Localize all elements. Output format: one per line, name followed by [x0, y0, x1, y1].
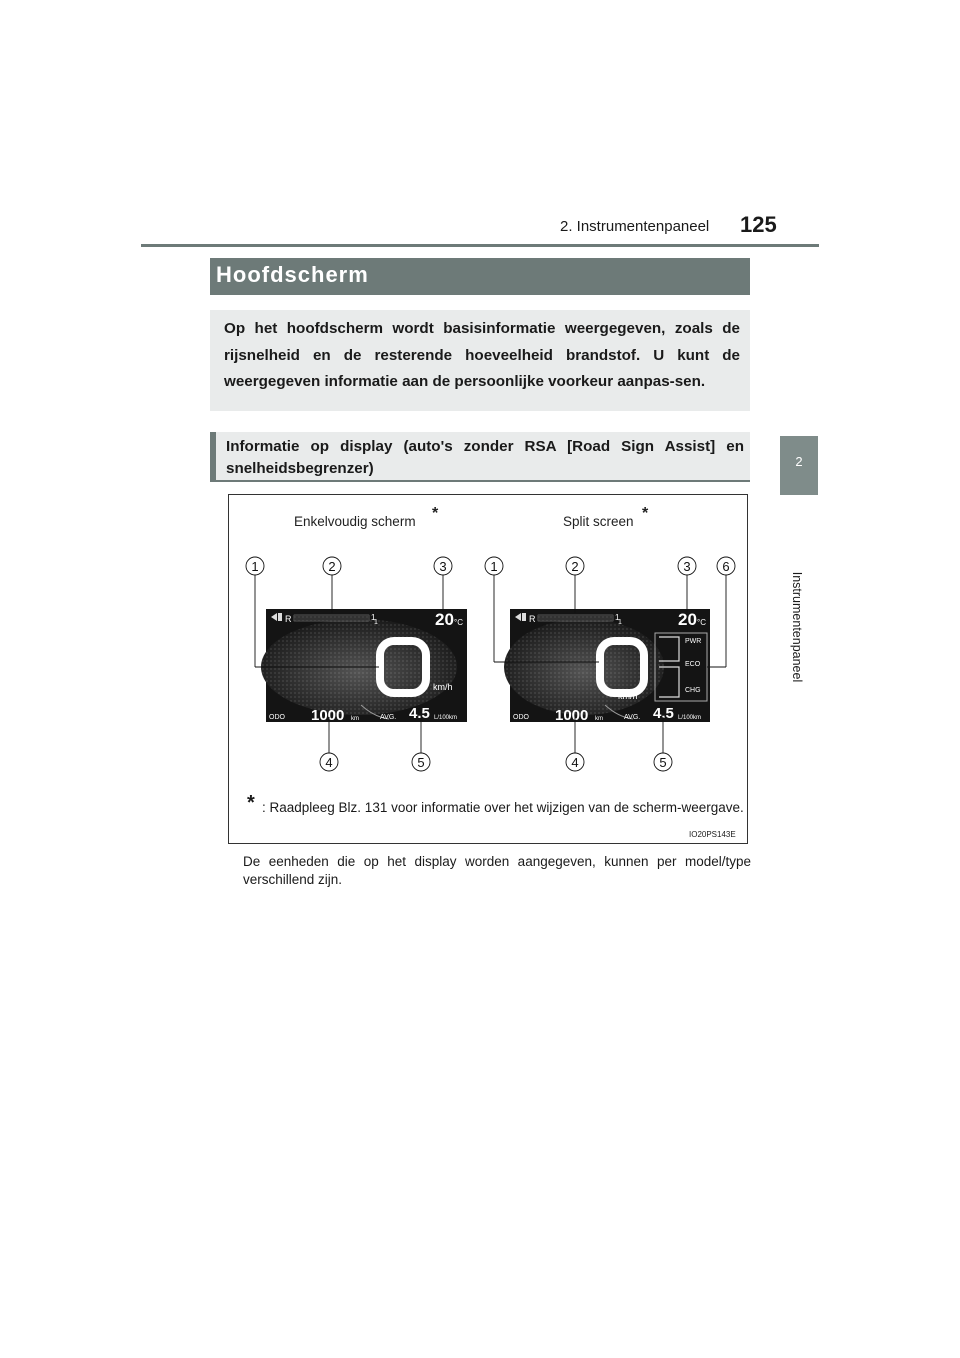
instrument-figure [229, 495, 747, 843]
outside-temperature: 20 [435, 610, 454, 629]
page-title: Hoofdscherm [216, 262, 369, 287]
callout-4: 4 [325, 755, 333, 770]
callout-3: 3 [439, 559, 447, 574]
gear-indicator: R [285, 614, 292, 624]
odo-label: ODO [269, 714, 285, 721]
callout-5: 5 [659, 755, 667, 770]
intro-text: Op het hoofdscherm wordt basisinformatie weergegeven, zoals de rijsnelheid en de resterende hoeveelheid brandstof. U kunt de weergegeven informatie aan de persoonlijke voorkeur aanpas-sen. [224, 320, 740, 390]
hybrid-chg-label: CHG [685, 687, 701, 694]
footnote-body: : Raadpleeg Blz. 131 voor informatie over het wijzigen van de scherm-weergave. [262, 800, 744, 815]
asterisk-split: * [642, 505, 649, 522]
fuel-gauge-full-mark: 1 [615, 613, 620, 622]
fuel-gauge-full-den: 1 [618, 619, 622, 626]
avg-value: 4.5 [409, 705, 430, 722]
figure-code: IO20PS143E [689, 830, 736, 839]
chapter-label-text: Instrumentenpaneel [790, 571, 804, 683]
avg-label: AVG. [624, 714, 641, 721]
page-number: 125 [740, 212, 777, 237]
subheading-text: Informatie op display (auto's zonder RSA [Road Sign Assist] en snelheidsbegrenzer) [226, 438, 744, 477]
chapter-label [787, 571, 807, 683]
callout-2: 2 [328, 559, 336, 574]
callout-6: 6 [722, 559, 730, 574]
section-title: 2. Instrumentenpaneel [560, 218, 710, 235]
chapter-number: 2 [795, 454, 803, 469]
header-rule [141, 244, 819, 247]
callout-1: 1 [251, 559, 259, 574]
odo-unit: km [595, 716, 603, 722]
label-split-screen: Split screen [563, 514, 634, 529]
callout-2: 2 [571, 559, 579, 574]
callout-5: 5 [417, 755, 425, 770]
avg-value: 4.5 [653, 705, 674, 722]
units-note: De eenheden die op het display worden aangegeven, kunnen per model/type verschillend zijn. [243, 854, 751, 887]
avg-unit: L/100km [434, 715, 458, 721]
footnote-asterisk: * [247, 792, 255, 814]
gear-indicator: R [529, 614, 536, 624]
temp-unit: °C [697, 618, 706, 627]
speed-unit: km/h [618, 691, 638, 701]
label-single-screen: Enkelvoudig scherm [294, 514, 416, 529]
avg-label: AVG. [380, 714, 397, 721]
footnote-text [256, 798, 744, 818]
avg-unit: L/100km [678, 715, 702, 721]
callout-4: 4 [571, 755, 579, 770]
odo-label: ODO [513, 714, 529, 721]
odo-value: 1000 [555, 707, 589, 724]
subheading-rule [210, 480, 750, 482]
hybrid-pwr-label: PWR [685, 638, 702, 645]
odo-value: 1000 [311, 707, 345, 724]
callout-3: 3 [683, 559, 691, 574]
asterisk-single: * [432, 505, 439, 522]
speed-unit: km/h [433, 682, 453, 692]
fuel-gauge-full-mark: 1 [371, 613, 376, 622]
fuel-gauge-full-den: 1 [374, 619, 378, 626]
odo-unit: km [351, 716, 359, 722]
outside-temperature: 20 [678, 610, 697, 629]
split-display [504, 609, 710, 724]
callout-1: 1 [490, 559, 498, 574]
single-display [261, 609, 467, 724]
temp-unit: °C [454, 618, 463, 627]
hybrid-eco-label: ECO [685, 661, 701, 668]
